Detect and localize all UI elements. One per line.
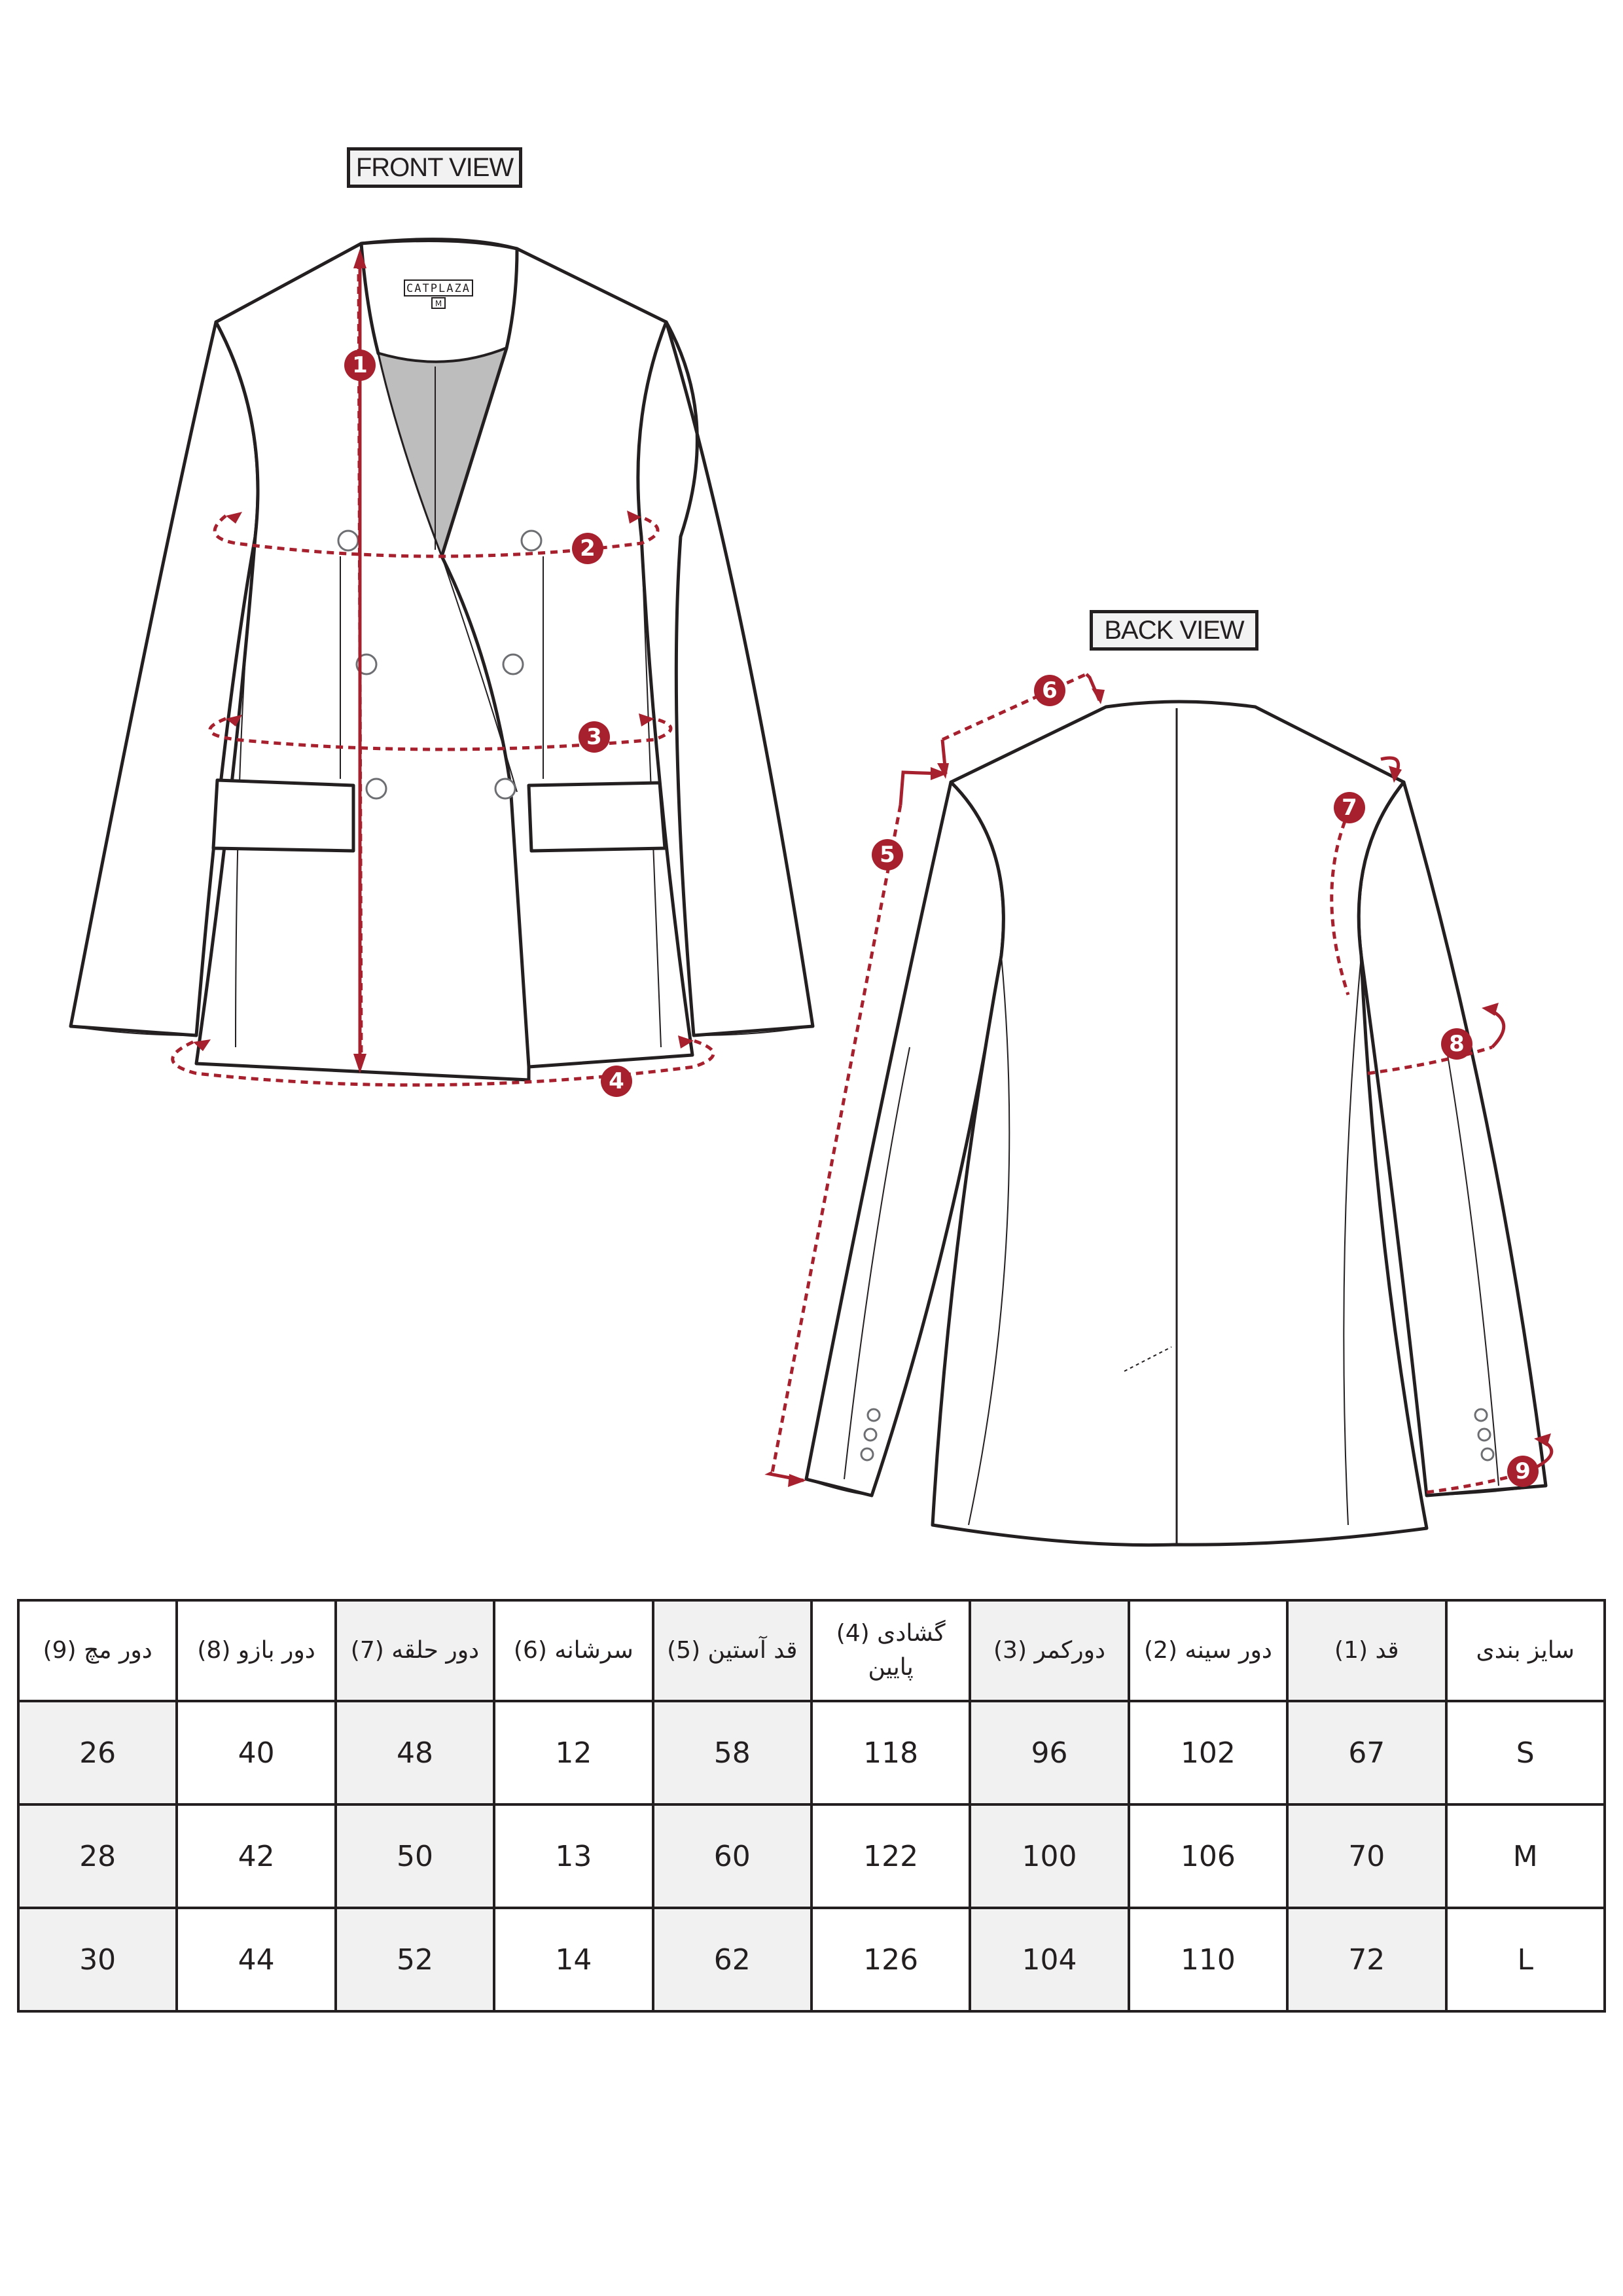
table-cell: 122 [812,1804,970,1908]
button [366,779,386,798]
brand-tag-text: CATPLAZA [406,282,471,295]
table-row [18,1908,1605,2011]
table-cell: 72 [1287,1908,1446,2011]
button [338,531,358,550]
brand-size-text: M [435,299,442,308]
svg-text:3: 3 [586,724,602,750]
header-cell: قد آستین (5) [653,1600,812,1701]
marker-7 [1334,792,1365,823]
front-jacket [71,240,813,1080]
table-cell: 104 [970,1908,1128,2011]
table-cell: 70 [1287,1804,1446,1908]
button [495,779,515,798]
back-jacket [806,702,1546,1545]
table-cell: 110 [1129,1908,1287,2011]
size-label: S [1446,1701,1605,1804]
button [868,1409,880,1421]
marker-6 [1034,675,1065,706]
back-body [933,702,1427,1545]
front-left-pocket-flap [213,780,353,851]
table-header-row [18,1600,1605,1701]
button [861,1448,873,1460]
back-view-label: BACK VIEW [1090,610,1258,651]
table-cell: 52 [336,1908,494,2011]
header-cell: دورکمر (3) [970,1600,1128,1701]
table-cell: 30 [18,1908,177,2011]
table-cell: 96 [970,1701,1128,1804]
svg-text:8: 8 [1449,1031,1465,1057]
front-view-label: FRONT VIEW [347,147,522,188]
table-cell: 13 [494,1804,652,1908]
table-cell: 12 [494,1701,652,1804]
table-cell: 60 [653,1804,812,1908]
size-label: L [1446,1908,1605,2011]
marker-9 [1507,1456,1539,1487]
table-cell: 14 [494,1908,652,2011]
marker-1 [344,350,376,381]
table-cell: 62 [653,1908,812,2011]
table-cell: 106 [1129,1804,1287,1908]
table-cell: 126 [812,1908,970,2011]
size-label: M [1446,1804,1605,1908]
table-cell: 118 [812,1701,970,1804]
size-chart-table [17,1599,1606,2013]
front-right-pocket-flap [529,783,665,851]
header-cell: سرشانه (6) [494,1600,652,1701]
table-cell: 50 [336,1804,494,1908]
marker-2 [572,533,603,564]
table-cell: 42 [177,1804,335,1908]
table-cell: 40 [177,1701,335,1804]
header-cell: دور حلقه (7) [336,1600,494,1701]
table-row [18,1701,1605,1804]
table-cell: 58 [653,1701,812,1804]
marker-4 [601,1066,632,1097]
svg-text:9: 9 [1515,1458,1531,1484]
table-row [18,1804,1605,1908]
table-cell: 48 [336,1701,494,1804]
table-cell: 44 [177,1908,335,2011]
table-cell: 28 [18,1804,177,1908]
front-right-sleeve [666,322,813,1035]
table-cell: 67 [1287,1701,1446,1804]
button [1482,1448,1493,1460]
marker-8 [1441,1028,1472,1060]
marker-5 [872,839,903,870]
header-cell: گشادی (4) پایین [812,1600,970,1701]
header-cell: سایز بندی [1446,1600,1605,1701]
svg-text:6: 6 [1042,677,1058,704]
table-cell: 26 [18,1701,177,1804]
button [522,531,541,550]
table-cell: 102 [1129,1701,1287,1804]
svg-text:1: 1 [352,352,368,378]
marker-3 [579,721,610,753]
header-cell: دور سینه (2) [1129,1600,1287,1701]
svg-text:2: 2 [580,535,596,562]
header-cell: دور بازو (8) [177,1600,335,1701]
svg-text:5: 5 [880,842,895,868]
svg-text:7: 7 [1342,795,1357,821]
button [503,655,523,674]
button [1478,1429,1490,1441]
table-cell: 100 [970,1804,1128,1908]
svg-text:4: 4 [609,1068,624,1094]
button [1475,1409,1487,1421]
button [865,1429,876,1441]
header-cell: قد (1) [1287,1600,1446,1701]
header-cell: دور مچ (9) [18,1600,177,1701]
